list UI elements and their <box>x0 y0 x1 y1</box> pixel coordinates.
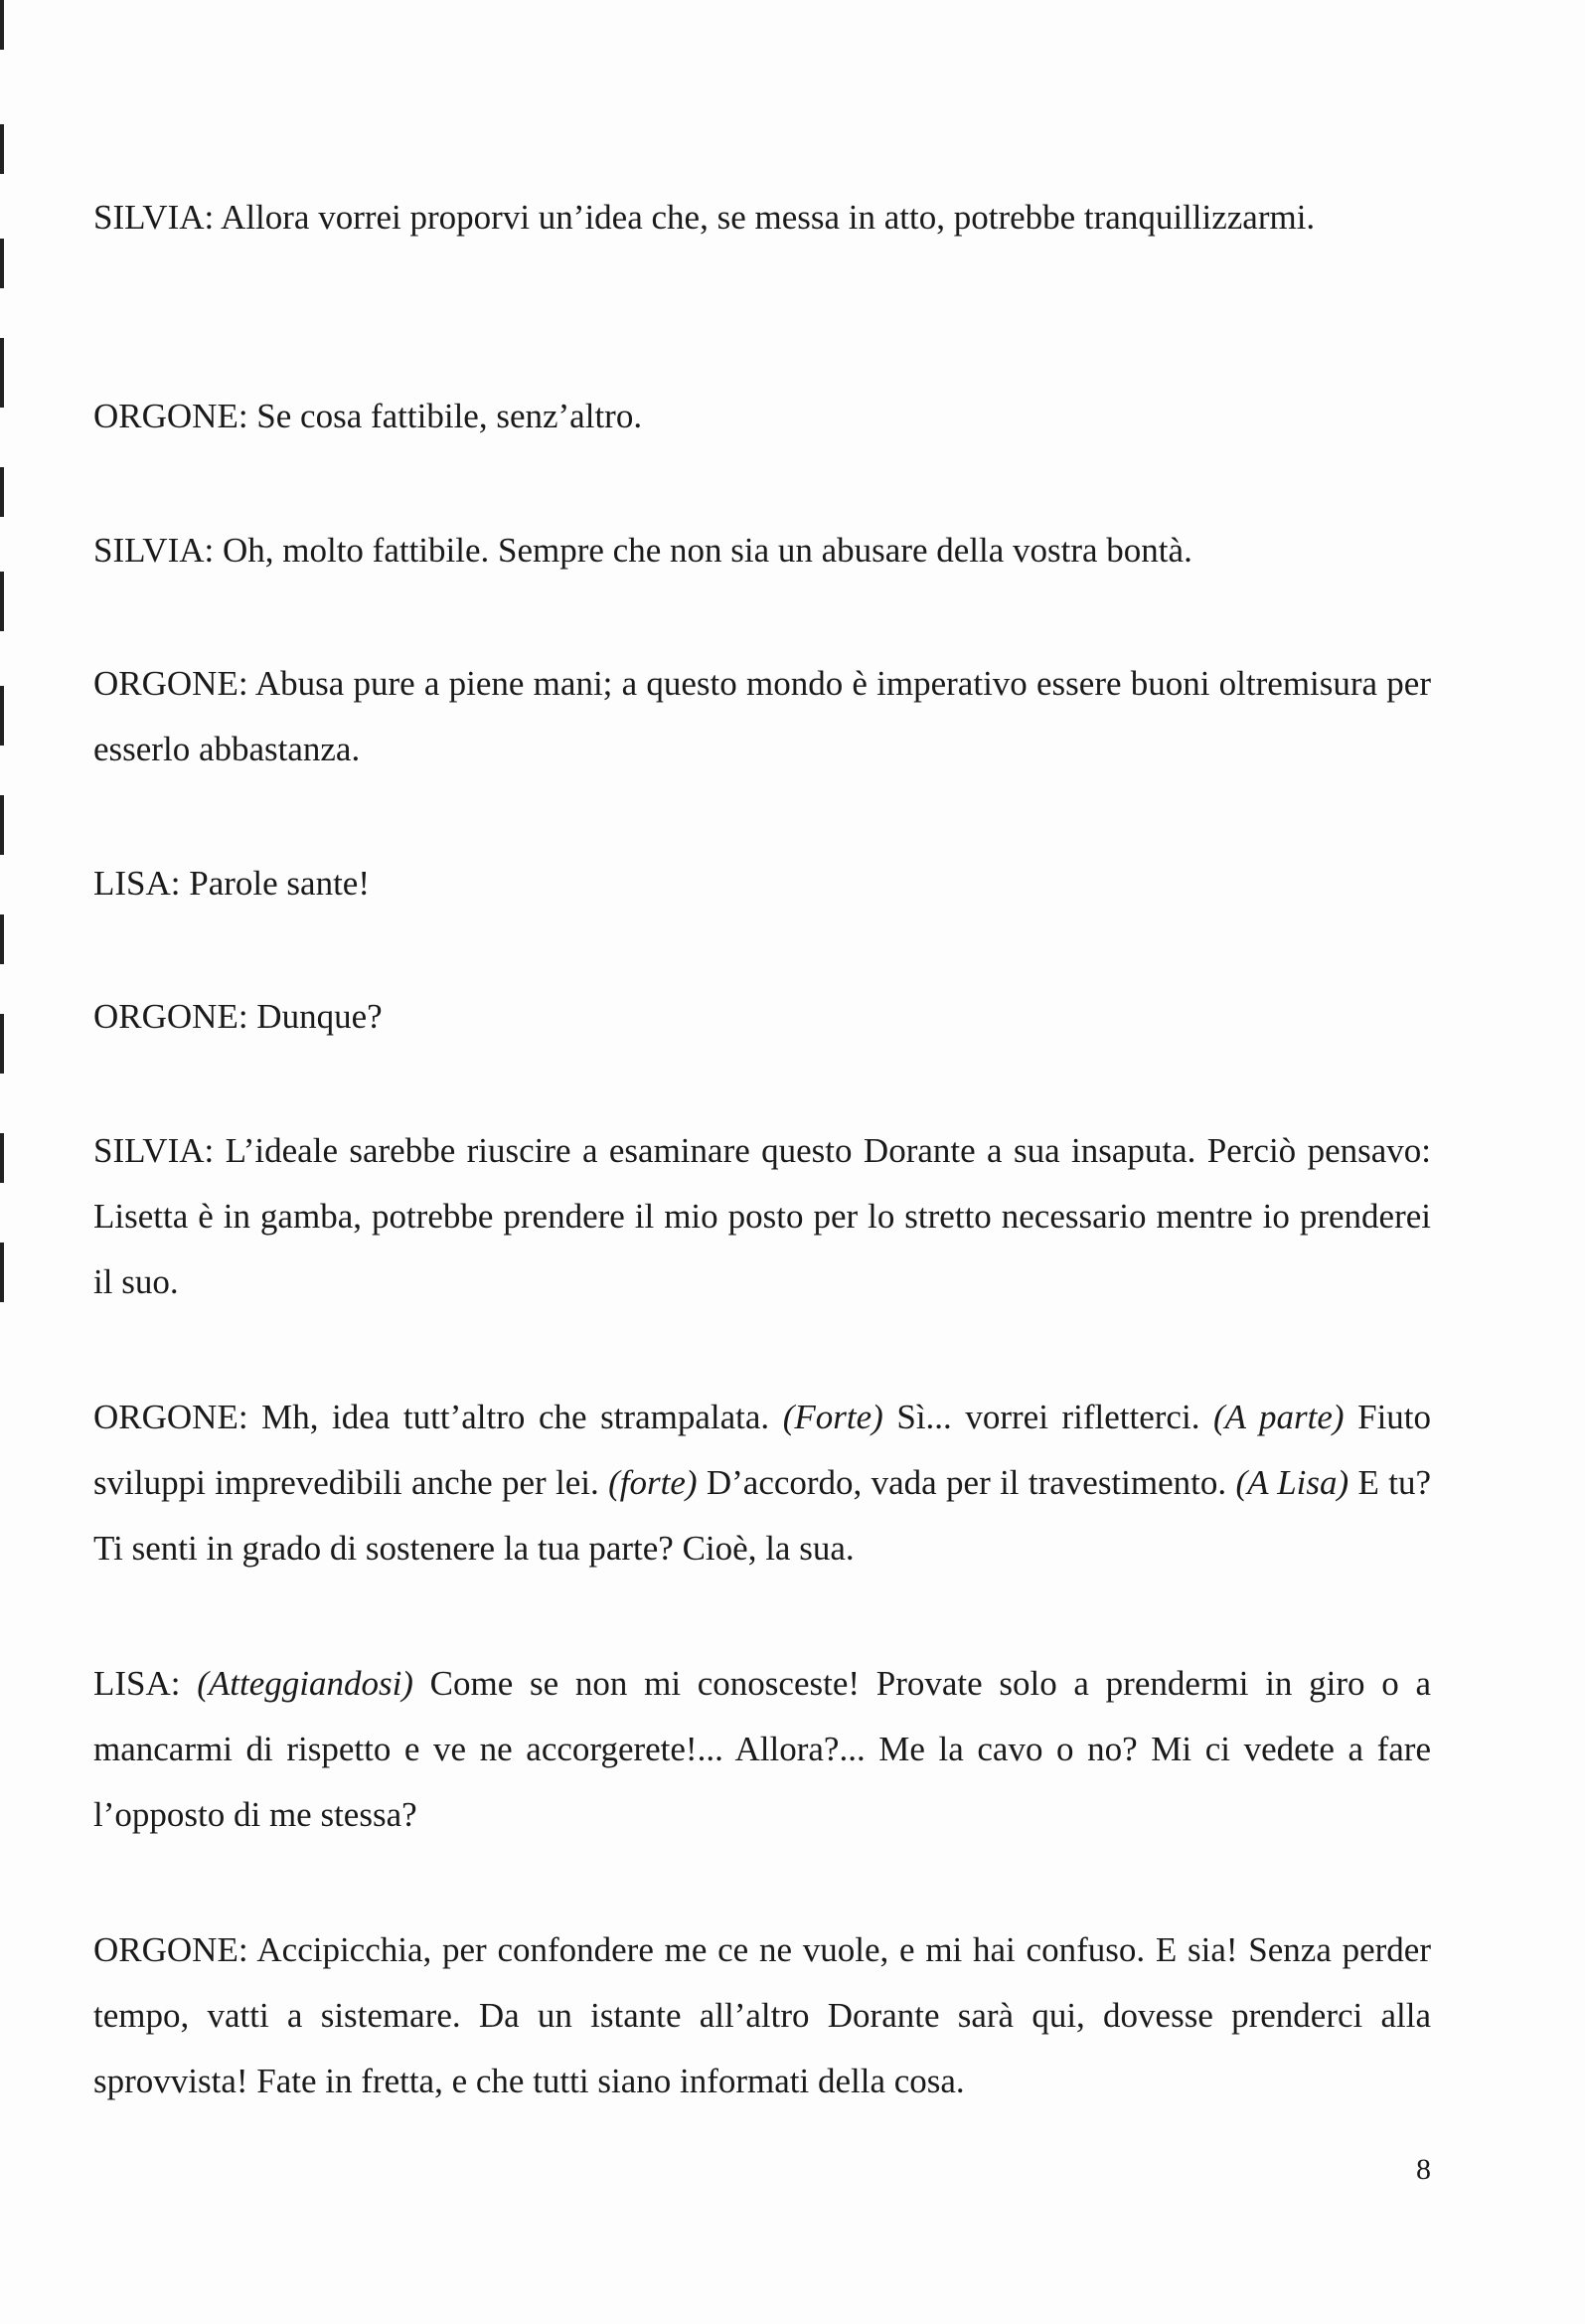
binding-edge-mark <box>0 239 4 288</box>
dialogue-text: SILVIA: Allora vorrei proporvi un’idea che, se messa in atto, potrebbe tranquillizzarmi. <box>93 198 1316 237</box>
dialogue-text: E tu? Ti senti in grado di sostenere la tua parte? Cioè, la sua. <box>93 1463 1432 1568</box>
dialogue-text: Fiuto sviluppi imprevedibili anche per lei. <box>93 1398 1432 1502</box>
dialogue-paragraph <box>93 651 1431 782</box>
dialogue-paragraph <box>93 851 1431 916</box>
dialogue-text: Come se non mi conosceste! Provate solo a prendermi in giro o a mancarmi di rispetto e ve ne accorgerete!... Allora?... Me la cavo o no? Mi ci vedete a fare l’opposto di me stessa? <box>93 1664 1431 1834</box>
stage-direction: (Forte) <box>782 1398 883 1436</box>
dialogue-paragraph <box>93 1118 1431 1315</box>
dialogue-paragraph <box>93 1917 1431 2114</box>
binding-edge-mark <box>0 914 4 964</box>
dialogue-text: ORGONE: Accipicchia, per confondere me ce ne vuole, e mi hai confuso. E sia! Senza perder tempo, vatti a sistemare. Da un istante all’altro Dorante sarà qui, dovesse prenderci alla sprovvista! Fate in fretta, e che tutti siano informati della cosa. <box>93 1930 1431 2100</box>
binding-edge-mark <box>0 124 4 174</box>
dialogue-text: SILVIA: Oh, molto fattibile. Sempre che non sia un abusare della vostra bontà. <box>93 531 1192 570</box>
dialogue-text: SILVIA: L’ideale sarebbe riuscire a esaminare questo Dorante a sua insaputa. Perciò pensavo: Lisetta è in gamba, potrebbe prendere il mio posto per lo stretto necessario mentre io prenderei il suo. <box>93 1131 1431 1301</box>
dialogue-text: Sì... vorrei rifletterci. <box>882 1398 1214 1436</box>
dialogue-text: LISA: <box>93 1664 198 1703</box>
dialogue-paragraph <box>93 518 1431 583</box>
page-number: 8 <box>1416 2153 1431 2186</box>
stage-direction: (forte) <box>608 1463 698 1502</box>
dialogue-text: ORGONE: Abusa pure a piene mani; a questo mondo è imperativo essere buoni oltremisura per esserlo abbastanza. <box>93 664 1431 768</box>
dialogue-paragraph <box>93 185 1431 250</box>
binding-edge-mark <box>0 795 4 855</box>
binding-edge-mark <box>0 1133 4 1183</box>
binding-edge-mark <box>0 338 4 408</box>
dialogue-text: D’accordo, vada per il travestimento. <box>697 1463 1236 1502</box>
dialogue-text: LISA: Parole sante! <box>93 864 370 903</box>
dialogue-text: ORGONE: Mh, idea tutt’altro che strampalata. <box>93 1398 783 1436</box>
dialogue-paragraph <box>93 1651 1431 1848</box>
binding-edge-mark <box>0 572 4 631</box>
dialogue-text: ORGONE: Dunque? <box>93 997 383 1036</box>
dialogue-paragraph <box>93 984 1431 1050</box>
stage-direction: (A parte) <box>1213 1398 1345 1436</box>
stage-direction: (Atteggiandosi) <box>197 1664 413 1703</box>
binding-edge-mark <box>0 1014 4 1074</box>
dialogue-paragraph <box>93 1385 1431 1581</box>
binding-edge-mark <box>0 0 4 50</box>
binding-edge-mark <box>0 467 4 517</box>
binding-edge-mark <box>0 1243 4 1302</box>
dialogue-paragraph <box>93 384 1431 449</box>
binding-edge-mark <box>0 686 4 746</box>
stage-direction: (A Lisa) <box>1235 1463 1349 1502</box>
dialogue-text: ORGONE: Se cosa fattibile, senz’altro. <box>93 397 643 435</box>
